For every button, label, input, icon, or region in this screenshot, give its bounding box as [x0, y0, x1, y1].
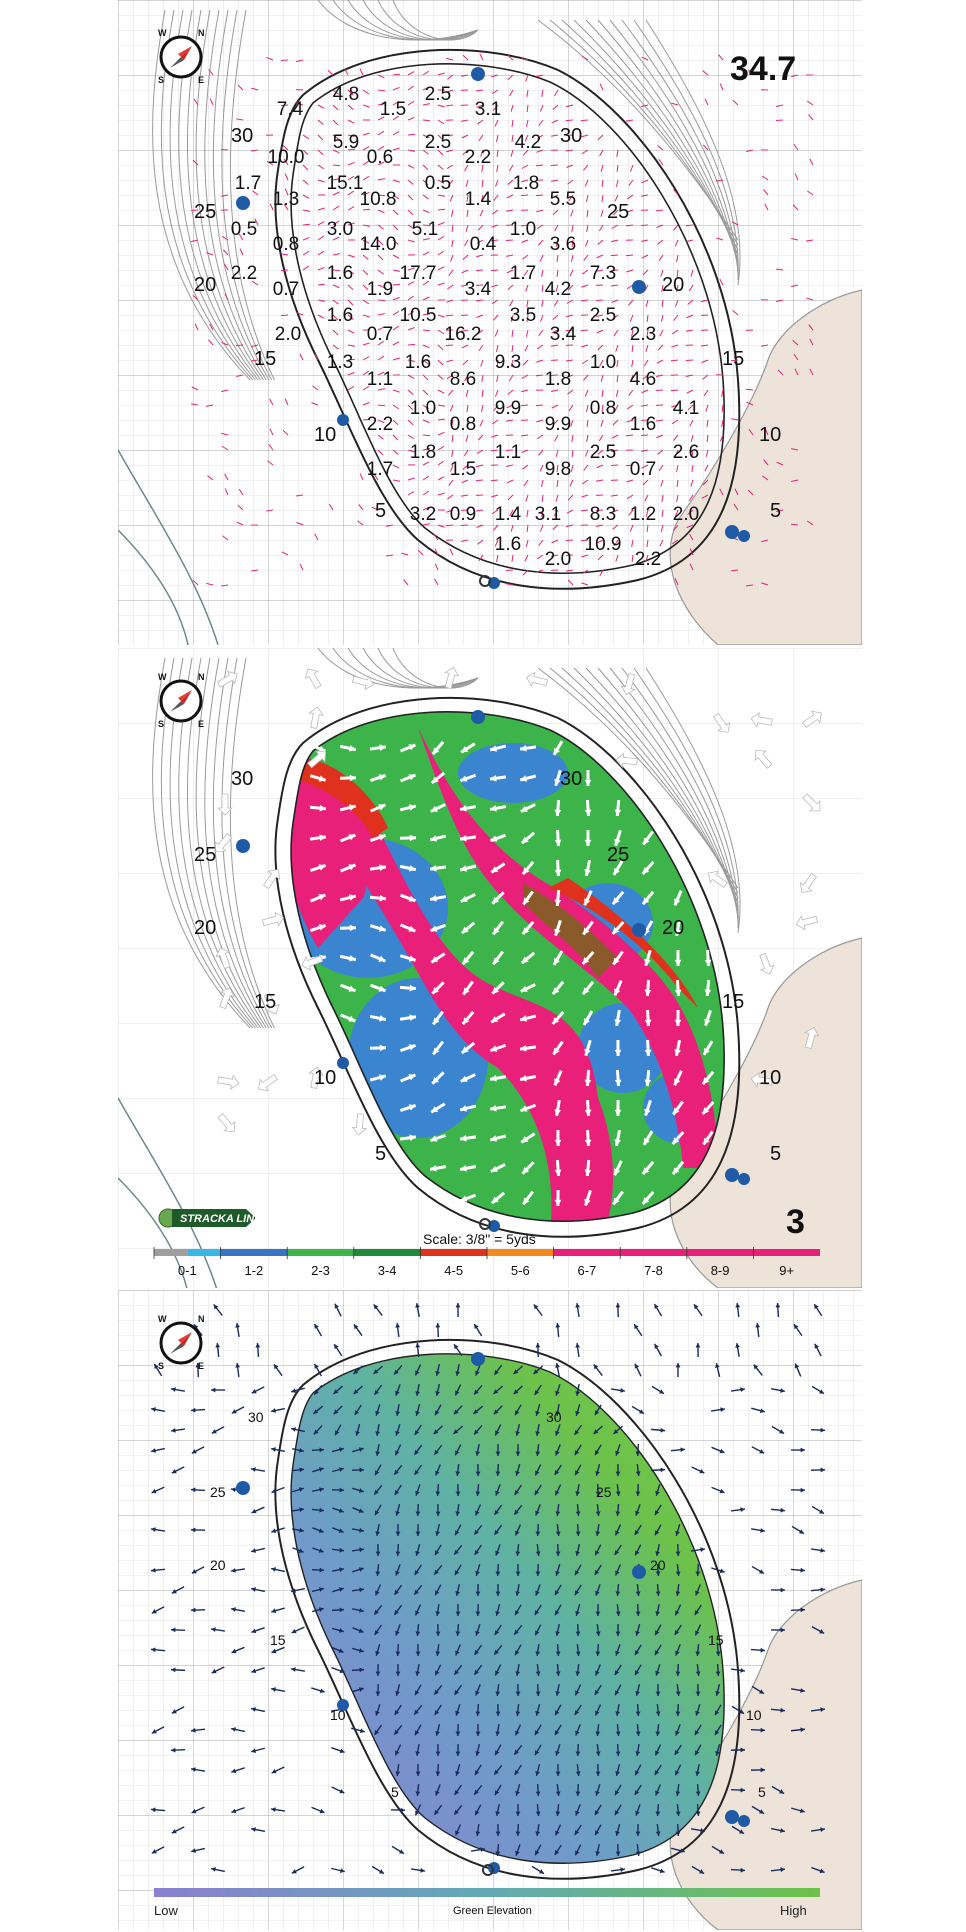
slope-value: 1.8 [409, 442, 437, 463]
compass-letter: S [158, 1361, 165, 1371]
legend-label: 2-3 [311, 1263, 330, 1278]
distance-label: 5 [758, 1784, 766, 1800]
legend-label: 7-8 [644, 1263, 663, 1278]
slope-arrow [221, 149, 228, 150]
slope-value: 0.7 [272, 279, 300, 300]
slope-value: 10.8 [359, 189, 397, 210]
distance-label: 25 [596, 1484, 612, 1500]
slope-arrow [626, 255, 633, 256]
slope-value: 1.7 [234, 173, 262, 194]
pin-marker [337, 414, 349, 426]
slope-value: 16.2 [444, 324, 482, 345]
distance-label: 5 [391, 1784, 399, 1800]
slope-value: 10.5 [399, 305, 437, 326]
compass-letter: W [158, 672, 167, 682]
distance-label: 30 [231, 125, 254, 147]
distance-label: 20 [662, 917, 685, 939]
slope-arrow [581, 120, 588, 121]
slope-value: 1.0 [509, 219, 537, 240]
legend-label: 4-5 [444, 1263, 464, 1278]
pin-marker [738, 1173, 750, 1185]
elevation-map [118, 1290, 862, 1930]
slope-value: 1.1 [494, 442, 522, 463]
distance-label: 5 [770, 1143, 782, 1165]
logo-text: STRACKA LINE [180, 1213, 262, 1225]
distance-label: 20 [210, 1557, 226, 1573]
distance-label: 25 [210, 1484, 226, 1500]
slope-value: 0.8 [272, 234, 300, 255]
legend-swatch [620, 1249, 687, 1256]
distance-label: 15 [722, 348, 745, 370]
slope-arrow [491, 270, 498, 271]
slope-arrow [611, 255, 618, 256]
compass-letter: S [158, 719, 165, 729]
distance-label: 15 [254, 348, 277, 370]
slope-value: 0.4 [469, 234, 497, 255]
legend-swatch [187, 1249, 220, 1256]
distance-label: 30 [560, 768, 583, 790]
corner-value: 34.7 [730, 50, 797, 88]
distance-label: 15 [270, 1632, 286, 1648]
distance-label: 10 [314, 424, 337, 446]
distance-label: 15 [708, 1632, 724, 1648]
slope-value: 9.3 [494, 352, 522, 373]
slope-arrow [566, 120, 573, 121]
slope-arrow [521, 195, 528, 196]
slope-value: 3.5 [509, 305, 537, 326]
slope-arrow [408, 344, 415, 345]
distance-label: 5 [770, 500, 782, 522]
slope-arrow [566, 540, 573, 541]
distance-label: 25 [194, 844, 217, 866]
slope-color-map-panel [118, 648, 862, 1288]
slope-arrow [521, 405, 528, 406]
slope-arrow [281, 270, 288, 271]
pin-marker [738, 530, 750, 542]
slope-arrow [476, 480, 483, 481]
pin-marker [738, 1815, 750, 1827]
legend-swatch [753, 1249, 820, 1256]
slope-value: 4.2 [514, 132, 542, 153]
slope-value-map [118, 0, 862, 645]
slope-arrow [393, 74, 400, 75]
slope-value: 4.8 [332, 84, 360, 105]
compass-letter: E [198, 1361, 205, 1371]
distance-label: 5 [375, 1143, 387, 1165]
slope-value: 9.9 [494, 398, 522, 419]
legend-label: 9+ [779, 1263, 795, 1278]
slope-value: 5.5 [549, 189, 577, 210]
pin-marker [725, 1810, 739, 1824]
distance-label: 30 [560, 125, 583, 147]
distance-label: 20 [194, 274, 217, 296]
slope-value: 10.9 [584, 534, 622, 555]
slope-arrow [236, 345, 243, 346]
slope-value: 1.4 [464, 189, 492, 210]
slope-arrow [446, 345, 453, 346]
compass-letter: N [198, 1314, 205, 1324]
slope-value: 0.8 [589, 398, 617, 419]
compass-letter: W [158, 28, 167, 38]
slope-value: 1.6 [629, 414, 657, 435]
distance-label: 25 [194, 201, 217, 223]
slope-color-map [118, 648, 862, 1288]
pin-marker [725, 1168, 739, 1182]
slope-value: 0.6 [366, 147, 394, 168]
slope-value: 3.1 [534, 504, 562, 525]
slope-arrow [281, 315, 288, 316]
slope-value: 3.1 [474, 99, 502, 120]
pin-marker [471, 1352, 485, 1366]
distance-label: 20 [650, 1557, 666, 1573]
slope-value: 1.6 [326, 263, 354, 284]
slope-value: 1.0 [589, 352, 617, 373]
slope-arrow [701, 315, 708, 316]
slope-value: 8.3 [589, 504, 617, 525]
slope-value: 9.9 [544, 414, 572, 435]
slope-value: 1.6 [404, 352, 432, 373]
slope-value: 1.8 [544, 369, 572, 390]
distance-label: 25 [607, 201, 630, 223]
slope-value: 2.5 [424, 84, 452, 105]
elevation-map-panel [118, 1290, 862, 1930]
slope-value: 15.1 [326, 173, 364, 194]
slope-value: 3.0 [326, 219, 354, 240]
slope-arrow [581, 330, 588, 331]
slope-value: 5.9 [332, 132, 360, 153]
distance-label: 5 [375, 500, 387, 522]
distance-label: 10 [759, 424, 782, 446]
slope-value: 0.5 [424, 173, 452, 194]
legend-swatch [354, 1249, 421, 1256]
legend-swatch [554, 1249, 621, 1256]
pin-marker [236, 1481, 250, 1495]
legend-label: 3-4 [377, 1263, 397, 1278]
elevation-legend-low: Low [154, 1903, 178, 1918]
slope-value: 1.3 [272, 189, 300, 210]
slope-value: 1.7 [366, 459, 394, 480]
slope-value: 2.0 [274, 324, 302, 345]
slope-arrow [281, 60, 288, 61]
distance-label: 10 [759, 1067, 782, 1089]
elevation-legend-bar [154, 1888, 820, 1897]
slope-value: 2.5 [589, 442, 617, 463]
slope-value: 3.4 [549, 324, 577, 345]
slope-value: 0.5 [230, 219, 258, 240]
slope-arrow [476, 270, 483, 271]
slope-arrow [611, 465, 618, 466]
legend-swatch [487, 1249, 554, 1256]
distance-label: 10 [314, 1067, 337, 1089]
distance-label: 10 [330, 1707, 346, 1723]
legend-label: 6-7 [577, 1263, 597, 1278]
strackaline-logo [159, 1209, 262, 1227]
slope-value: 2.2 [230, 263, 258, 284]
slope-arrow [491, 480, 498, 481]
slope-value: 1.3 [326, 352, 354, 373]
legend-swatch [687, 1249, 754, 1256]
legend-label: 8-9 [710, 1263, 730, 1278]
slope-value: 2.5 [424, 132, 452, 153]
pin-marker [632, 280, 646, 294]
slope-value: 2.2 [464, 147, 492, 168]
slope-value: 0.7 [366, 324, 394, 345]
slope-value: 1.6 [326, 305, 354, 326]
slope-value: 4.6 [629, 369, 657, 390]
corner-value: 3 [786, 1203, 805, 1241]
legend-swatch [420, 1249, 487, 1256]
slope-value: 2.0 [544, 549, 572, 570]
elevation-legend-title: Green Elevation [453, 1905, 532, 1917]
pin-marker [471, 67, 485, 81]
slope-value: 2.2 [634, 549, 662, 570]
compass-letter: S [158, 75, 165, 85]
distance-label: 25 [607, 844, 630, 866]
slope-arrow [423, 435, 430, 436]
distance-label: 30 [231, 768, 254, 790]
slope-arrow [303, 224, 310, 225]
slope-value: 9.8 [544, 459, 572, 480]
distance-label: 15 [254, 991, 277, 1013]
slope-value: 2.0 [672, 504, 700, 525]
slope-arrow [536, 405, 543, 406]
slope-value: 3.6 [549, 234, 577, 255]
legend-label: 0-1 [177, 1263, 197, 1278]
compass-letter: N [198, 28, 205, 38]
pin-marker [236, 839, 250, 853]
slope-value: 14.0 [359, 234, 397, 255]
legend-swatch [154, 1249, 187, 1256]
slope-value: 2.3 [629, 324, 657, 345]
slope-value: 8.6 [449, 369, 477, 390]
slope-value: 3.2 [409, 504, 437, 525]
distance-label: 15 [722, 991, 745, 1013]
pin-marker [725, 525, 739, 539]
slope-value: 10.0 [267, 147, 305, 168]
distance-label: 30 [546, 1409, 562, 1425]
slope-value: 17.7 [399, 263, 437, 284]
slope-value: 4.1 [672, 398, 700, 419]
slope-arrow [656, 390, 663, 391]
legend-swatch [221, 1249, 288, 1256]
pin-marker [236, 196, 250, 210]
pin-marker [632, 1565, 646, 1579]
legend-label: 1-2 [244, 1263, 264, 1278]
slope-arrow [423, 120, 430, 121]
slope-value: 5.1 [411, 219, 439, 240]
slope-value: 7.3 [589, 263, 617, 284]
slope-value: 0.7 [629, 459, 657, 480]
pin-marker [337, 1057, 349, 1069]
slope-value: 1.5 [449, 459, 477, 480]
slope-value: 0.9 [449, 504, 477, 525]
elevation-legend-high: High [780, 1903, 807, 1918]
slope-value: 1.0 [409, 398, 437, 419]
slope-value: 1.4 [494, 504, 522, 525]
pin-marker [632, 923, 646, 937]
compass-letter: N [198, 672, 205, 682]
distance-label: 30 [248, 1409, 264, 1425]
slope-value: 1.7 [509, 263, 537, 284]
compass-letter: W [158, 1314, 167, 1324]
slope-value: 4.2 [544, 279, 572, 300]
slope-value: 1.9 [366, 279, 394, 300]
legend-label: 5-6 [510, 1263, 530, 1278]
distance-label: 10 [746, 1707, 762, 1723]
slope-value: 0.8 [449, 414, 477, 435]
pin-marker [471, 710, 485, 724]
slope-arrow [536, 195, 543, 196]
slope-arrow [378, 300, 385, 301]
slope-value: 1.8 [512, 173, 540, 194]
slope-value: 2.5 [589, 305, 617, 326]
slope-value: 1.5 [379, 99, 407, 120]
slope-value: 1.1 [366, 369, 394, 390]
slope-value-map-panel [118, 0, 862, 645]
slope-value: 1.2 [629, 504, 657, 525]
slope-value: 2.2 [366, 414, 394, 435]
slope-value: 3.4 [464, 279, 492, 300]
compass-letter: E [198, 719, 205, 729]
slope-value: 2.6 [672, 442, 700, 463]
slope-value: 7.4 [276, 99, 304, 120]
scale-text: Scale: 3/8" = 5yds [423, 1231, 536, 1247]
slope-value: 1.6 [494, 534, 522, 555]
distance-label: 20 [662, 274, 685, 296]
distance-label: 20 [194, 917, 217, 939]
pin-marker [488, 1862, 500, 1874]
compass-letter: E [198, 75, 205, 85]
legend-swatch [287, 1249, 354, 1256]
